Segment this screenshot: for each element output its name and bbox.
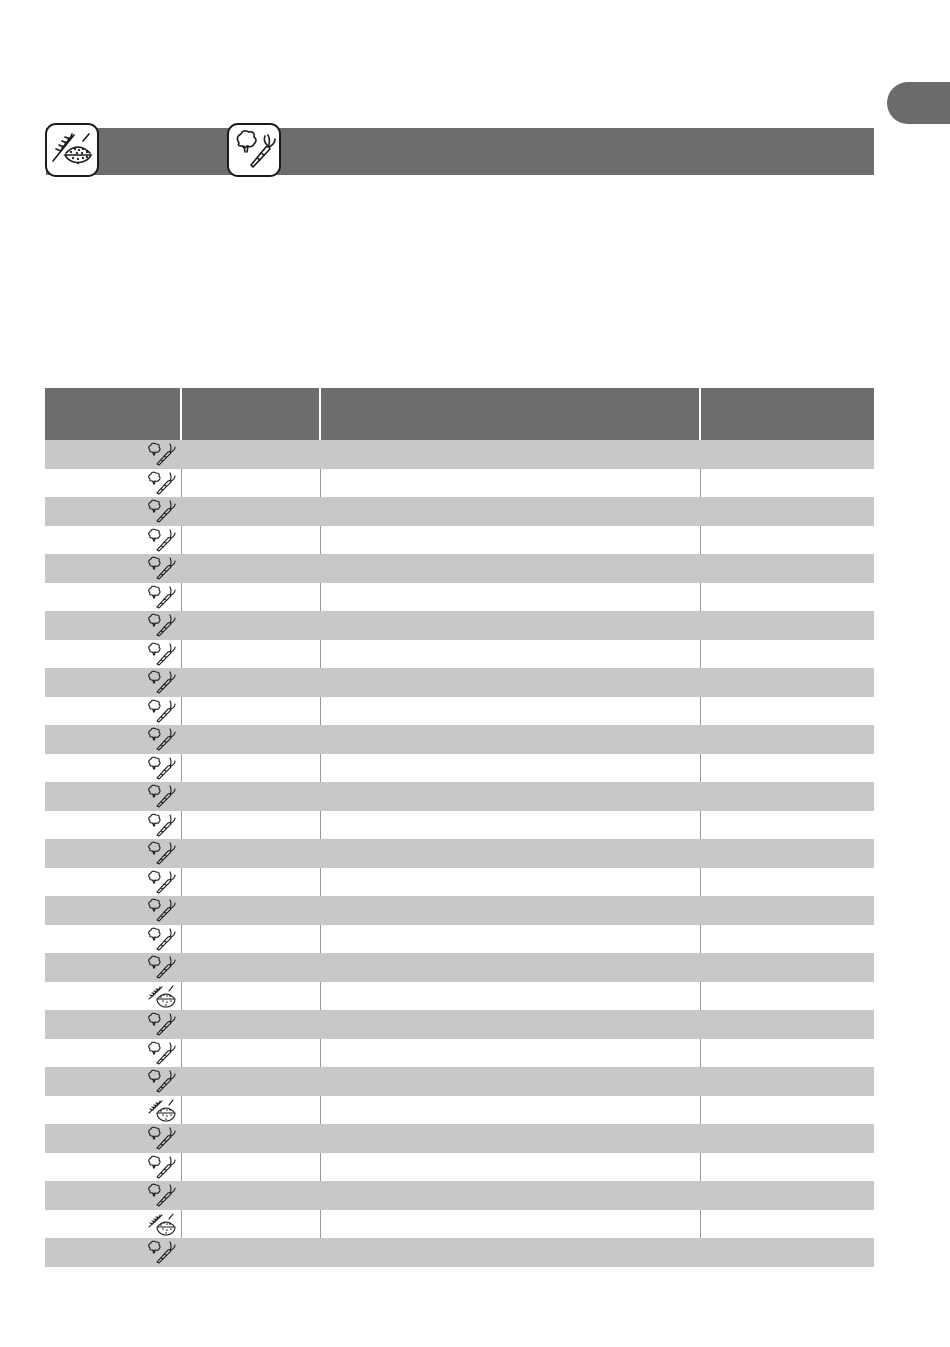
vegetable-icon bbox=[145, 726, 179, 752]
row-category-cell bbox=[45, 554, 182, 583]
table-row bbox=[45, 497, 874, 526]
vegetable-icon bbox=[145, 470, 179, 496]
row-category-cell bbox=[45, 440, 182, 469]
vegetable-icon bbox=[145, 926, 179, 952]
row-cell-3 bbox=[321, 583, 701, 612]
table-row bbox=[45, 697, 874, 726]
row-category-cell bbox=[45, 1153, 182, 1182]
row-cell-3 bbox=[321, 1181, 701, 1210]
row-cell-2 bbox=[182, 668, 321, 697]
row-cell-4 bbox=[701, 1238, 874, 1267]
row-cell-4 bbox=[701, 953, 874, 982]
row-cell-2 bbox=[182, 640, 321, 669]
row-cell-2 bbox=[182, 1039, 321, 1068]
row-cell-2 bbox=[182, 811, 321, 840]
row-cell-3 bbox=[321, 1039, 701, 1068]
row-cell-3 bbox=[321, 982, 701, 1011]
section-header-bar bbox=[46, 128, 874, 175]
row-category-cell bbox=[45, 782, 182, 811]
row-cell-4 bbox=[701, 583, 874, 612]
table-row bbox=[45, 1181, 874, 1210]
row-cell-4 bbox=[701, 497, 874, 526]
vegetable-icon bbox=[145, 498, 179, 524]
row-category-cell bbox=[45, 1124, 182, 1153]
row-category-cell bbox=[45, 583, 182, 612]
row-cell-3 bbox=[321, 754, 701, 783]
row-cell-2 bbox=[182, 1067, 321, 1096]
row-cell-3 bbox=[321, 640, 701, 669]
vegetable-icon bbox=[145, 812, 179, 838]
header-col-4 bbox=[701, 388, 874, 440]
row-cell-3 bbox=[321, 839, 701, 868]
table-row bbox=[45, 1210, 874, 1239]
chapter-tab-marker bbox=[887, 82, 950, 124]
header-col-3 bbox=[321, 388, 701, 440]
grain-bowl-icon bbox=[145, 1097, 179, 1123]
row-cell-2 bbox=[182, 1096, 321, 1125]
row-cell-4 bbox=[701, 1153, 874, 1182]
vegetable-icon bbox=[145, 1182, 179, 1208]
vegetable-icon bbox=[145, 1125, 179, 1151]
row-category-cell bbox=[45, 982, 182, 1011]
row-category-cell bbox=[45, 896, 182, 925]
vegetable-icon bbox=[145, 783, 179, 809]
table-row bbox=[45, 925, 874, 954]
row-category-cell bbox=[45, 868, 182, 897]
table-row bbox=[45, 982, 874, 1011]
row-cell-3 bbox=[321, 1010, 701, 1039]
vegetable-icon bbox=[145, 555, 179, 581]
vegetable-icon bbox=[145, 1011, 179, 1037]
row-cell-4 bbox=[701, 896, 874, 925]
row-cell-3 bbox=[321, 953, 701, 982]
row-cell-4 bbox=[701, 554, 874, 583]
table-row bbox=[45, 1010, 874, 1039]
vegetable-icon bbox=[145, 1154, 179, 1180]
row-cell-4 bbox=[701, 725, 874, 754]
row-category-cell bbox=[45, 668, 182, 697]
row-cell-3 bbox=[321, 868, 701, 897]
grain-bowl-icon bbox=[45, 123, 99, 177]
table-row bbox=[45, 1124, 874, 1153]
row-cell-2 bbox=[182, 611, 321, 640]
row-cell-3 bbox=[321, 526, 701, 555]
row-cell-2 bbox=[182, 1153, 321, 1182]
table-row bbox=[45, 1067, 874, 1096]
vegetable-icon bbox=[145, 1239, 179, 1265]
vegetable-icon bbox=[227, 123, 281, 177]
row-cell-3 bbox=[321, 668, 701, 697]
vegetable-icon bbox=[145, 1040, 179, 1066]
row-cell-4 bbox=[701, 754, 874, 783]
vegetable-icon bbox=[145, 954, 179, 980]
row-cell-4 bbox=[701, 925, 874, 954]
vegetable-icon bbox=[145, 612, 179, 638]
row-cell-2 bbox=[182, 1181, 321, 1210]
table-row bbox=[45, 868, 874, 897]
row-cell-2 bbox=[182, 583, 321, 612]
row-cell-3 bbox=[321, 725, 701, 754]
row-cell-4 bbox=[701, 1124, 874, 1153]
row-cell-4 bbox=[701, 811, 874, 840]
row-category-cell bbox=[45, 1096, 182, 1125]
row-category-cell bbox=[45, 1067, 182, 1096]
row-category-cell bbox=[45, 839, 182, 868]
row-cell-4 bbox=[701, 611, 874, 640]
row-category-cell bbox=[45, 697, 182, 726]
row-cell-3 bbox=[321, 896, 701, 925]
row-cell-3 bbox=[321, 782, 701, 811]
row-cell-2 bbox=[182, 469, 321, 498]
vegetable-icon bbox=[145, 584, 179, 610]
row-cell-3 bbox=[321, 697, 701, 726]
row-cell-3 bbox=[321, 1153, 701, 1182]
table-row bbox=[45, 526, 874, 555]
row-cell-4 bbox=[701, 526, 874, 555]
row-cell-3 bbox=[321, 554, 701, 583]
vegetable-icon bbox=[145, 755, 179, 781]
table-row bbox=[45, 1096, 874, 1125]
row-category-cell bbox=[45, 526, 182, 555]
row-category-cell bbox=[45, 497, 182, 526]
table-row bbox=[45, 725, 874, 754]
row-cell-2 bbox=[182, 782, 321, 811]
vegetable-icon bbox=[145, 669, 179, 695]
row-cell-3 bbox=[321, 925, 701, 954]
vegetable-icon bbox=[145, 441, 179, 467]
table-row bbox=[45, 1039, 874, 1068]
vegetable-icon bbox=[145, 869, 179, 895]
row-category-cell bbox=[45, 1238, 182, 1267]
row-cell-4 bbox=[701, 1181, 874, 1210]
grain-bowl-icon bbox=[145, 983, 179, 1009]
table-row bbox=[45, 440, 874, 469]
row-category-cell bbox=[45, 725, 182, 754]
row-cell-3 bbox=[321, 1124, 701, 1153]
row-cell-2 bbox=[182, 925, 321, 954]
table-row bbox=[45, 896, 874, 925]
data-table bbox=[45, 388, 874, 1267]
table-row bbox=[45, 611, 874, 640]
row-cell-2 bbox=[182, 697, 321, 726]
row-cell-2 bbox=[182, 497, 321, 526]
row-cell-4 bbox=[701, 839, 874, 868]
row-cell-4 bbox=[701, 640, 874, 669]
row-category-cell bbox=[45, 1039, 182, 1068]
row-cell-2 bbox=[182, 982, 321, 1011]
row-cell-2 bbox=[182, 1124, 321, 1153]
table-row bbox=[45, 811, 874, 840]
row-category-cell bbox=[45, 640, 182, 669]
row-category-cell bbox=[45, 925, 182, 954]
vegetable-icon bbox=[145, 1068, 179, 1094]
row-category-cell bbox=[45, 1010, 182, 1039]
row-category-cell bbox=[45, 1210, 182, 1239]
table-row bbox=[45, 1153, 874, 1182]
row-category-cell bbox=[45, 1181, 182, 1210]
row-cell-2 bbox=[182, 554, 321, 583]
row-cell-2 bbox=[182, 896, 321, 925]
row-cell-3 bbox=[321, 811, 701, 840]
header-col-1 bbox=[45, 388, 182, 440]
row-cell-3 bbox=[321, 1067, 701, 1096]
table-row bbox=[45, 640, 874, 669]
row-cell-2 bbox=[182, 1210, 321, 1239]
vegetable-icon bbox=[145, 698, 179, 724]
vegetable-icon bbox=[145, 840, 179, 866]
row-cell-2 bbox=[182, 1238, 321, 1267]
row-cell-3 bbox=[321, 1210, 701, 1239]
row-cell-4 bbox=[701, 697, 874, 726]
table-row bbox=[45, 1238, 874, 1267]
vegetable-icon bbox=[145, 641, 179, 667]
table-row bbox=[45, 782, 874, 811]
row-cell-4 bbox=[701, 1096, 874, 1125]
row-category-cell bbox=[45, 953, 182, 982]
row-cell-4 bbox=[701, 868, 874, 897]
table-row bbox=[45, 953, 874, 982]
row-cell-4 bbox=[701, 440, 874, 469]
row-cell-4 bbox=[701, 1067, 874, 1096]
row-cell-2 bbox=[182, 868, 321, 897]
row-cell-4 bbox=[701, 782, 874, 811]
table-row bbox=[45, 469, 874, 498]
row-cell-2 bbox=[182, 839, 321, 868]
grain-bowl-icon bbox=[145, 1211, 179, 1237]
table-row bbox=[45, 583, 874, 612]
table-row bbox=[45, 554, 874, 583]
table-row bbox=[45, 839, 874, 868]
row-cell-3 bbox=[321, 440, 701, 469]
row-cell-3 bbox=[321, 497, 701, 526]
row-category-cell bbox=[45, 469, 182, 498]
row-cell-2 bbox=[182, 725, 321, 754]
row-cell-4 bbox=[701, 1039, 874, 1068]
table-row bbox=[45, 668, 874, 697]
table-header bbox=[45, 388, 874, 440]
row-cell-4 bbox=[701, 469, 874, 498]
row-cell-2 bbox=[182, 754, 321, 783]
table-row bbox=[45, 754, 874, 783]
row-cell-3 bbox=[321, 1096, 701, 1125]
row-cell-3 bbox=[321, 469, 701, 498]
row-cell-4 bbox=[701, 1210, 874, 1239]
row-cell-3 bbox=[321, 611, 701, 640]
row-category-cell bbox=[45, 754, 182, 783]
row-cell-2 bbox=[182, 1010, 321, 1039]
vegetable-icon bbox=[145, 897, 179, 923]
row-cell-4 bbox=[701, 668, 874, 697]
table-body bbox=[45, 440, 874, 1267]
row-cell-2 bbox=[182, 440, 321, 469]
row-cell-2 bbox=[182, 953, 321, 982]
row-cell-4 bbox=[701, 982, 874, 1011]
row-category-cell bbox=[45, 811, 182, 840]
row-cell-2 bbox=[182, 526, 321, 555]
header-col-2 bbox=[182, 388, 321, 440]
vegetable-icon bbox=[145, 527, 179, 553]
row-cell-4 bbox=[701, 1010, 874, 1039]
row-cell-3 bbox=[321, 1238, 701, 1267]
row-category-cell bbox=[45, 611, 182, 640]
